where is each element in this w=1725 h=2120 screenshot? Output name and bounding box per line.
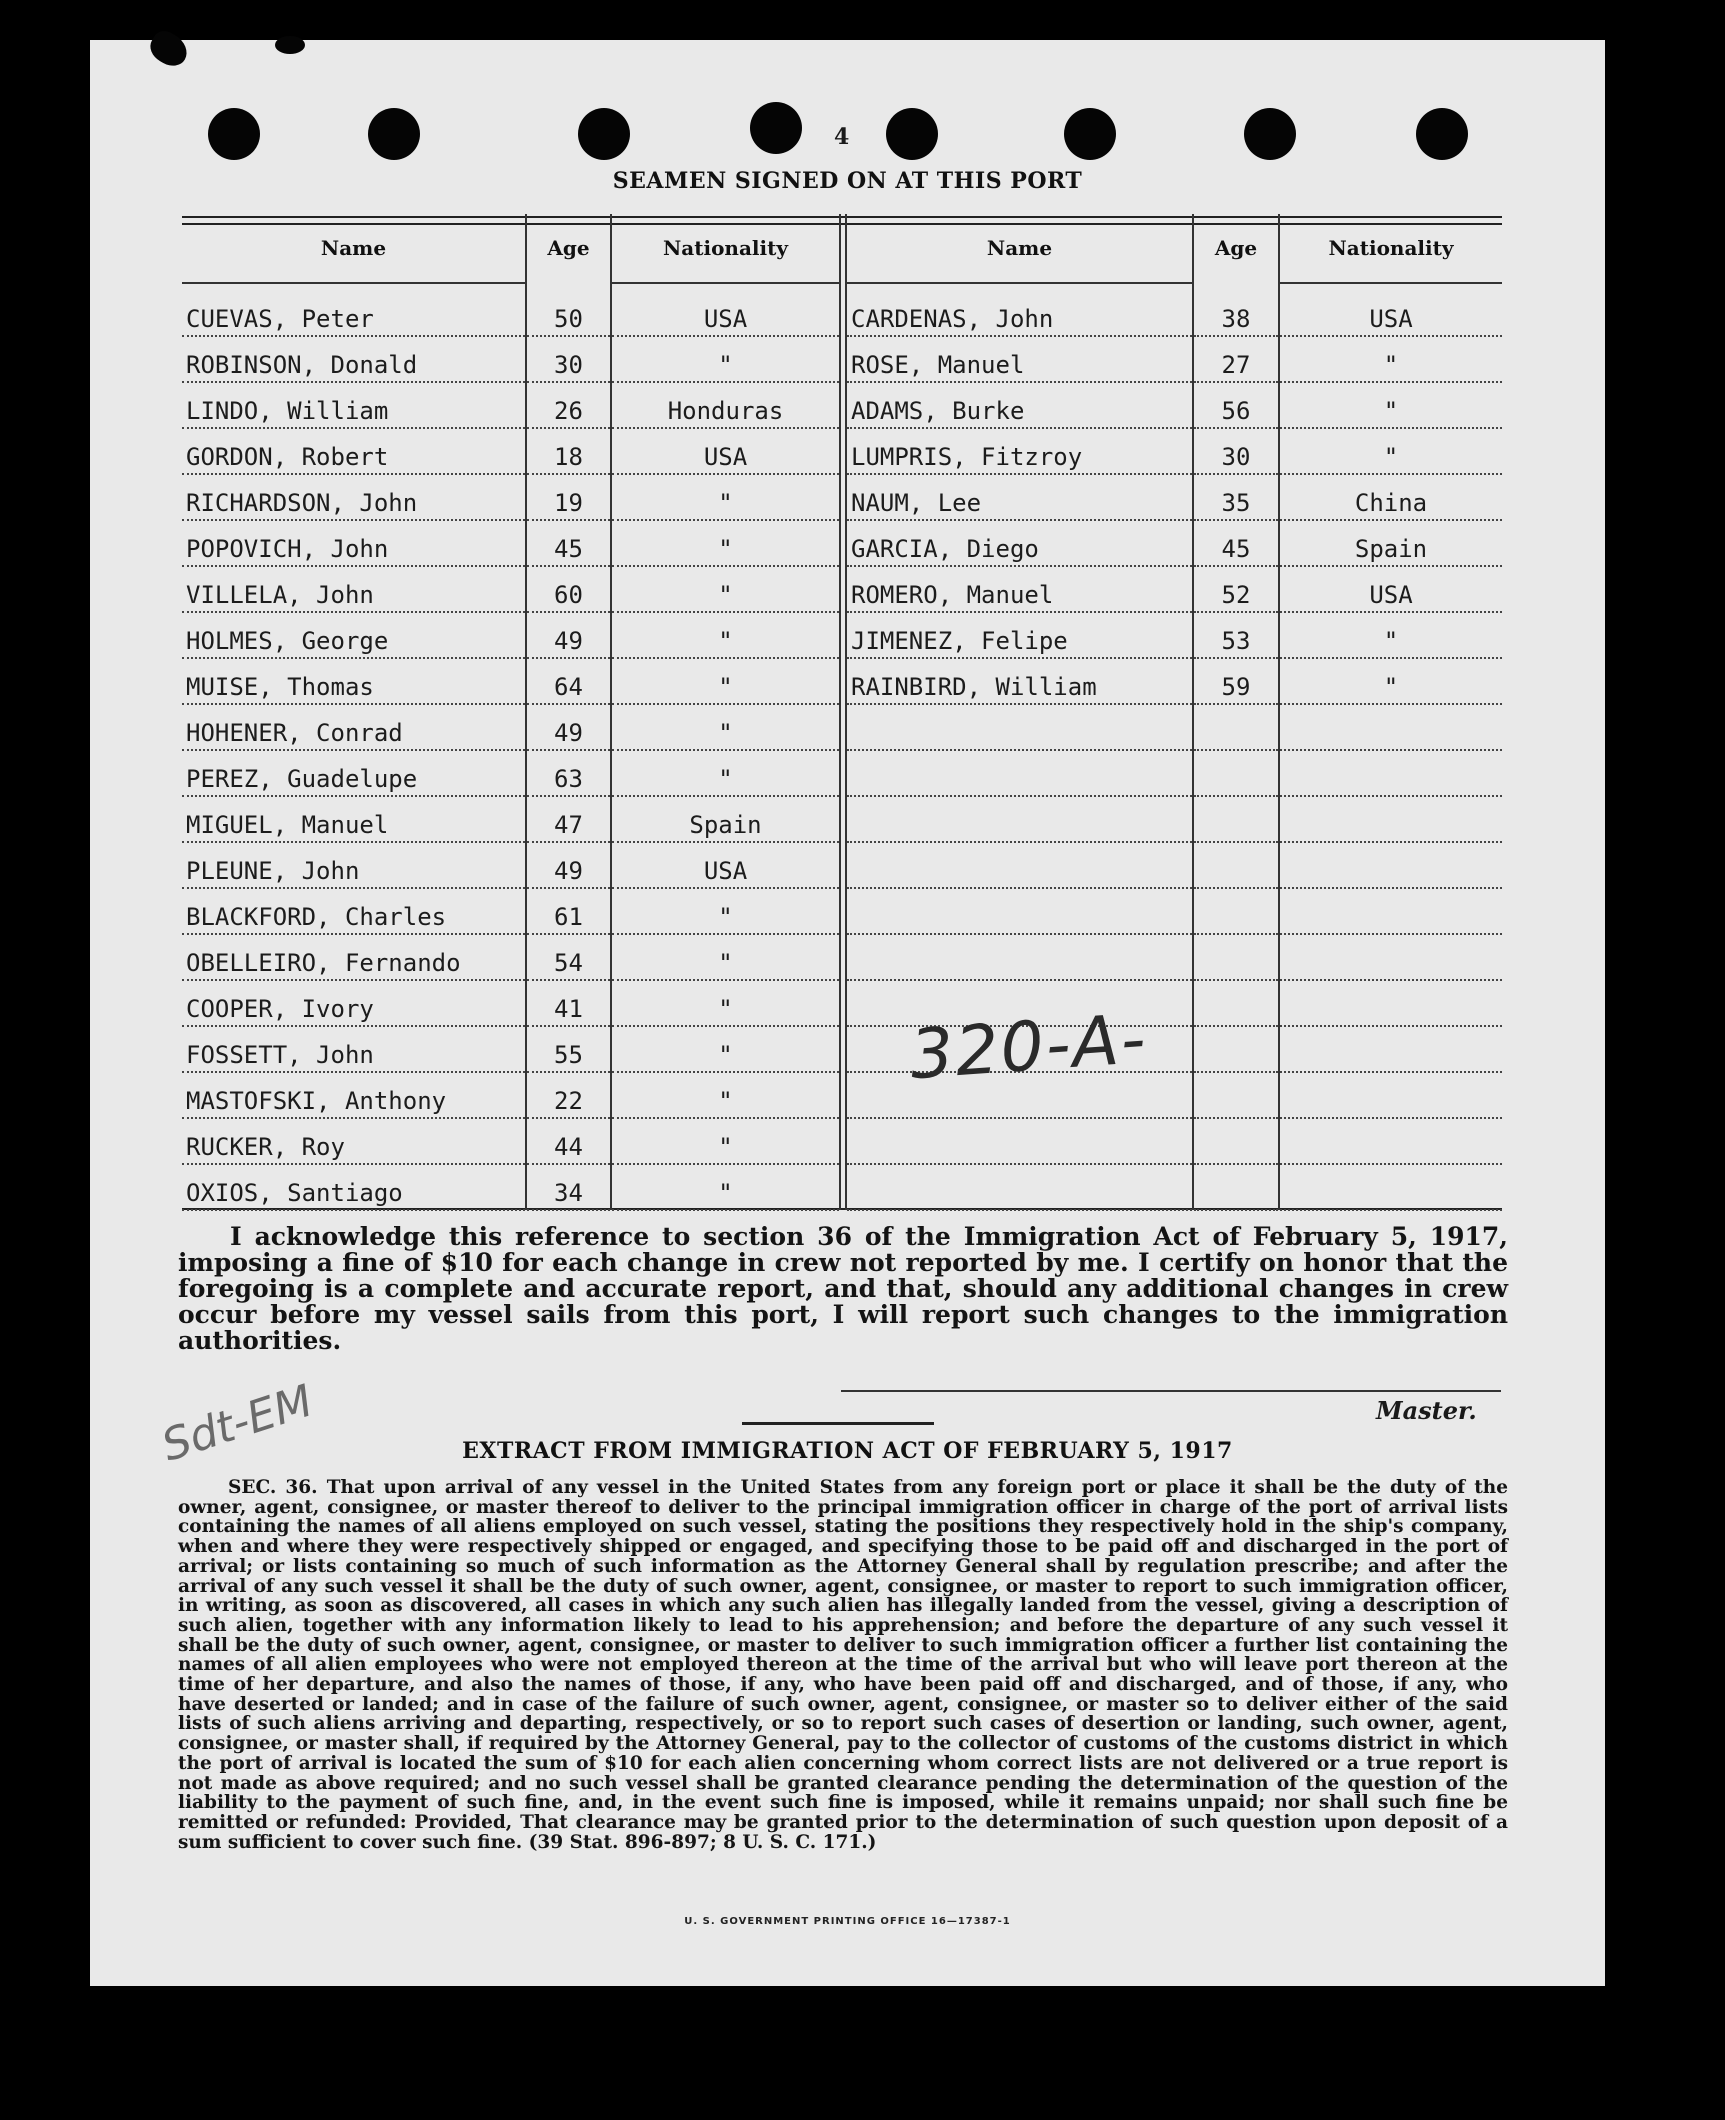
entry-underline (527, 335, 610, 337)
punch-hole (1244, 108, 1296, 160)
entry-underline (1280, 1117, 1502, 1119)
left-age-cell: 30 (554, 351, 583, 379)
left-nationality-cell: " (718, 627, 733, 655)
entry-underline (1194, 335, 1278, 337)
right-nationality-cell: " (1383, 673, 1399, 701)
torn-edge-mark (145, 27, 193, 72)
entry-underline (612, 1117, 839, 1119)
entry-underline (527, 1025, 610, 1027)
entry-underline (612, 979, 839, 981)
entry-underline (612, 1025, 839, 1027)
entry-underline (1280, 611, 1502, 613)
right-nationality-cell: Spain (1354, 535, 1428, 563)
entry-underline (527, 1163, 610, 1165)
header-name-right: Name (986, 236, 1053, 260)
entry-underline (847, 427, 1192, 429)
entry-underline (1194, 565, 1278, 567)
left-age-cell: 34 (554, 1179, 583, 1207)
table-row (182, 844, 1502, 889)
entry-underline (527, 657, 610, 659)
entry-underline (527, 519, 610, 521)
entry-underline (527, 841, 610, 843)
right-age-cell: 59 (1221, 673, 1251, 701)
entry-underline (1194, 841, 1278, 843)
entry-underline (1280, 565, 1502, 567)
left-name-cell: COOPER, Ivory (186, 995, 374, 1023)
left-age-cell: 63 (554, 765, 583, 793)
entry-underline (612, 933, 839, 935)
right-age-cell: 45 (1221, 535, 1251, 563)
left-name-cell: MASTOFSKI, Anthony (186, 1087, 447, 1115)
entry-underline (612, 565, 839, 567)
master-label: Master. (1376, 1396, 1477, 1425)
left-nationality-cell: " (718, 903, 733, 931)
right-name-cell: ADAMS, Burke (851, 397, 1025, 425)
entry-underline (1280, 749, 1502, 751)
entry-underline (182, 1209, 525, 1211)
entry-underline (847, 887, 1192, 889)
right-age-cell: 27 (1221, 351, 1251, 379)
entry-underline (847, 335, 1192, 337)
table-row (182, 614, 1502, 659)
entry-underline (1194, 1071, 1278, 1073)
entry-underline (1280, 887, 1502, 889)
entry-underline (847, 473, 1192, 475)
entry-underline (182, 565, 525, 567)
left-name-cell: POPOVICH, John (186, 535, 389, 563)
entry-underline (182, 427, 525, 429)
table-row (182, 430, 1502, 475)
left-age-cell: 47 (554, 811, 583, 839)
entry-underline (182, 749, 525, 751)
left-nationality-cell: " (718, 719, 733, 747)
left-nationality-cell: USA (703, 443, 748, 471)
entry-underline (527, 611, 610, 613)
entry-underline (1194, 1117, 1278, 1119)
entry-underline (527, 473, 610, 475)
entry-underline (612, 749, 839, 751)
entry-underline (1280, 841, 1502, 843)
entry-underline (612, 611, 839, 613)
entry-underline (1280, 519, 1502, 521)
right-name-cell: JIMENEZ, Felipe (851, 627, 1068, 655)
entry-underline (847, 611, 1192, 613)
entry-underline (1194, 1025, 1278, 1027)
section-rule (742, 1422, 934, 1425)
entry-underline (1194, 427, 1278, 429)
entry-underline (1280, 381, 1502, 383)
left-nationality-cell: " (718, 351, 733, 379)
entry-underline (847, 565, 1192, 567)
entry-underline (182, 519, 525, 521)
table-row (182, 568, 1502, 613)
entry-underline (1280, 1163, 1502, 1165)
entry-underline (847, 841, 1192, 843)
left-nationality-cell: " (718, 1133, 733, 1161)
left-name-cell: FOSSETT, John (186, 1041, 374, 1069)
certification-text: I acknowledge this reference to section 36 of the Immigration Act of February 5, 1917, imposing a fine of $10 for each change in crew not reported by me. I certify on honor that the foregoing is a complete and accurate report, and that, should any additional changes in crew occur before my vessel sails from this port, I will report such changes to the immigration authorities. (178, 1222, 1508, 1355)
entry-underline (1194, 1209, 1278, 1211)
left-nationality-cell: Honduras (667, 397, 784, 425)
table-row (182, 1166, 1502, 1211)
entry-underline (527, 795, 610, 797)
master-signature-line (841, 1390, 1501, 1392)
form-title: SEAMEN SIGNED ON AT THIS PORT (612, 168, 1083, 194)
left-name-cell: PLEUNE, John (186, 857, 360, 885)
entry-underline (612, 795, 839, 797)
table-row (182, 890, 1502, 935)
handwritten-note: 320-A- (907, 999, 1150, 1096)
entry-underline (527, 1117, 610, 1119)
entry-underline (1280, 657, 1502, 659)
right-age-cell: 53 (1221, 627, 1251, 655)
table-row (182, 292, 1502, 337)
header-underline (612, 282, 839, 284)
table-top-rule (182, 216, 1502, 218)
left-age-cell: 64 (554, 673, 583, 701)
table-row (182, 936, 1502, 981)
left-nationality-cell: " (718, 995, 733, 1023)
left-age-cell: 22 (554, 1087, 583, 1115)
entry-underline (612, 519, 839, 521)
right-nationality-cell: " (1383, 397, 1399, 425)
header-age-left: Age (547, 236, 590, 260)
left-age-cell: 41 (554, 995, 583, 1023)
left-nationality-cell: " (718, 535, 733, 563)
entry-underline (847, 933, 1192, 935)
entry-underline (527, 887, 610, 889)
left-age-cell: 61 (554, 903, 583, 931)
entry-underline (1194, 887, 1278, 889)
punch-hole (750, 102, 802, 154)
table-row (182, 982, 1502, 1027)
entry-underline (847, 1209, 1192, 1211)
table-row (182, 384, 1502, 429)
right-nationality-cell: " (1383, 443, 1399, 471)
entry-underline (847, 703, 1192, 705)
right-age-cell: 52 (1221, 581, 1251, 609)
right-nationality-cell: " (1383, 627, 1399, 655)
right-age-cell: 30 (1221, 443, 1251, 471)
left-nationality-cell: " (718, 765, 733, 793)
entry-underline (1280, 979, 1502, 981)
header-name-left: Name (320, 236, 387, 260)
entry-underline (527, 1071, 610, 1073)
entry-underline (612, 1163, 839, 1165)
entry-underline (1194, 519, 1278, 521)
entry-underline (1194, 703, 1278, 705)
left-nationality-cell: " (718, 949, 733, 977)
right-name-cell: ROMERO, Manuel (851, 581, 1054, 609)
right-name-cell: CARDENAS, John (851, 305, 1054, 333)
right-name-cell: RAINBIRD, William (851, 673, 1097, 701)
table-row (182, 798, 1502, 843)
entry-underline (612, 1209, 839, 1211)
extract-text: SEC. 36. That upon arrival of any vessel in the United States from any foreign port or place it shall be the duty of the owner, agent, consignee, or master thereof to deliver to the principal immigration officer in charge of the port of arrival lists containing the names of all aliens employed on such vessel, stating the positions they respectively hold in the ship's company, when and where they were respectively shipped or engaged, and specifying those to be paid off and discharged in the port of arrival; or lists containing so much of such information as the Attorney General shall by regulation prescribe; and after the arrival of any such vessel it shall be the duty of such owner, agent, consignee, or master to report to such immigration officer, in writing, as soon as discovered, all cases in which any such alien has illegally landed from the vessel, giving a description of such alien, together with any information likely to lead to his apprehension; and before the departure of any such vessel it shall be the duty of such owner, agent, consignee, or master to deliver to such immigration officer a further list containing the names of all alien employees who were not employed thereon at the time of the arrival but who will leave port thereon at the time of her departure, and also the names of those, if any, who have been paid off and discharged, and of those, if any, who have deserted or landed; and in case of the failure of such owner, agent, consignee, or master so to deliver either of the said lists of such aliens arriving and departing, respectively, or so to report such cases of desertion or landing, such owner, agent, consignee, or master shall, if required by the Attorney General, pay to the collector of customs of the customs district in which the port of arrival is located the sum of $10 for each alien concerning whom correct lists are not delivered or a true report is not made as above required; and no such vessel shall be granted clearance pending the determination of the question of the liability to the payment of such fine, and, in the event such fine is imposed, while it remains unpaid; nor shall such fine be remitted or refunded: Provided, That clearance may be granted prior to the determination of such question upon deposit of a sum sufficient to cover such fine. (39 Stat. 896-897; 8 U. S. C. 171.) (178, 1477, 1508, 1853)
right-name-cell: NAUM, Lee (851, 489, 982, 517)
entry-underline (1194, 933, 1278, 935)
entry-underline (1280, 1071, 1502, 1073)
table-row (182, 660, 1502, 705)
entry-underline (527, 1209, 610, 1211)
punch-hole (1064, 108, 1116, 160)
entry-underline (527, 933, 610, 935)
entry-underline (1280, 795, 1502, 797)
table-row (182, 1074, 1502, 1119)
entry-underline (182, 841, 525, 843)
entry-underline (182, 335, 525, 337)
left-age-cell: 54 (554, 949, 583, 977)
page-number: 4 (834, 124, 850, 150)
punch-hole (578, 108, 630, 160)
entry-underline (182, 1117, 525, 1119)
right-name-cell: ROSE, Manuel (851, 351, 1025, 379)
punch-hole (208, 108, 260, 160)
punch-hole (368, 108, 420, 160)
left-age-cell: 49 (554, 719, 583, 747)
entry-underline (1280, 473, 1502, 475)
entry-underline (1194, 381, 1278, 383)
header-underline (182, 282, 525, 284)
right-name-cell: GARCIA, Diego (851, 535, 1039, 563)
right-age-cell: 38 (1221, 305, 1251, 333)
left-age-cell: 49 (554, 627, 583, 655)
entry-underline (182, 381, 525, 383)
entry-underline (847, 795, 1192, 797)
entry-underline (612, 427, 839, 429)
header-underline (1280, 282, 1502, 284)
entry-underline (1280, 427, 1502, 429)
entry-underline (182, 933, 525, 935)
entry-underline (612, 887, 839, 889)
entry-underline (1194, 749, 1278, 751)
entry-underline (182, 703, 525, 705)
right-nationality-cell: USA (1369, 305, 1413, 333)
entry-underline (182, 795, 525, 797)
table-row (182, 752, 1502, 797)
header-nationality-right: Nationality (1328, 236, 1454, 260)
table-row (182, 522, 1502, 567)
left-name-cell: OBELLEIRO, Fernando (186, 949, 461, 977)
entry-underline (612, 703, 839, 705)
right-nationality-cell: China (1354, 489, 1428, 517)
table-row (182, 338, 1502, 383)
entry-underline (1194, 979, 1278, 981)
right-nationality-cell: " (1383, 351, 1399, 379)
entry-underline (527, 565, 610, 567)
entry-underline (1280, 1025, 1502, 1027)
left-nationality-cell: Spain (689, 811, 762, 839)
left-age-cell: 19 (554, 489, 583, 517)
table-row (182, 476, 1502, 521)
left-nationality-cell: " (718, 581, 733, 609)
header-nationality-left: Nationality (663, 236, 788, 260)
entry-underline (1194, 657, 1278, 659)
left-age-cell: 44 (554, 1133, 583, 1161)
left-name-cell: VILLELA, John (186, 581, 374, 609)
entry-underline (182, 1163, 525, 1165)
entry-underline (1280, 703, 1502, 705)
punch-hole (1416, 108, 1468, 160)
torn-edge-mark (275, 36, 305, 54)
entry-underline (847, 519, 1192, 521)
entry-underline (527, 979, 610, 981)
left-name-cell: HOHENER, Conrad (186, 719, 403, 747)
table-row (182, 1120, 1502, 1165)
entry-underline (527, 427, 610, 429)
entry-underline (527, 381, 610, 383)
left-name-cell: GORDON, Robert (186, 443, 389, 471)
left-nationality-cell: " (718, 489, 733, 517)
left-nationality-cell: " (718, 673, 733, 701)
entry-underline (847, 749, 1192, 751)
entry-underline (182, 657, 525, 659)
entry-underline (1194, 473, 1278, 475)
left-nationality-cell: " (718, 1179, 733, 1207)
left-age-cell: 45 (554, 535, 583, 563)
header-age-right: Age (1214, 236, 1258, 260)
left-nationality-cell: USA (703, 305, 748, 333)
entry-underline (612, 841, 839, 843)
entry-underline (527, 703, 610, 705)
entry-underline (847, 657, 1192, 659)
entry-underline (1194, 1163, 1278, 1165)
entry-underline (612, 1071, 839, 1073)
entry-underline (1280, 933, 1502, 935)
entry-underline (612, 381, 839, 383)
entry-underline (847, 381, 1192, 383)
table-row (182, 706, 1502, 751)
entry-underline (612, 657, 839, 659)
right-age-cell: 56 (1221, 397, 1251, 425)
left-nationality-cell: " (718, 1041, 733, 1069)
form-page (90, 40, 1605, 1986)
entry-underline (612, 335, 839, 337)
entry-underline (1194, 795, 1278, 797)
printer-imprint: U. S. GOVERNMENT PRINTING OFFICE 16—17387-1 (684, 1916, 1011, 1927)
right-age-cell: 35 (1221, 489, 1251, 517)
left-nationality-cell: USA (703, 857, 748, 885)
entry-underline (1280, 1209, 1502, 1211)
left-age-cell: 18 (554, 443, 583, 471)
entry-underline (182, 1071, 525, 1073)
left-name-cell: RICHARDSON, John (186, 489, 418, 517)
left-age-cell: 49 (554, 857, 583, 885)
left-name-cell: MUISE, Thomas (186, 673, 374, 701)
entry-underline (847, 979, 1192, 981)
entry-underline (847, 1117, 1192, 1119)
table-top-rule (182, 223, 1502, 225)
entry-underline (182, 1025, 525, 1027)
left-age-cell: 60 (554, 581, 583, 609)
left-name-cell: PEREZ, Guadelupe (186, 765, 418, 793)
left-age-cell: 26 (554, 397, 583, 425)
entry-underline (182, 887, 525, 889)
entry-underline (182, 611, 525, 613)
left-name-cell: ROBINSON, Donald (186, 351, 418, 379)
header-underline (847, 282, 1192, 284)
entry-underline (1194, 611, 1278, 613)
entry-underline (527, 749, 610, 751)
entry-underline (847, 1163, 1192, 1165)
extract-title: EXTRACT FROM IMMIGRATION ACT OF FEBRUARY 5, 1917 (462, 1438, 1233, 1464)
left-name-cell: LINDO, William (186, 397, 389, 425)
left-name-cell: OXIOS, Santiago (186, 1179, 403, 1207)
left-nationality-cell: " (718, 1087, 733, 1115)
left-name-cell: BLACKFORD, Charles (186, 903, 447, 931)
left-name-cell: CUEVAS, Peter (186, 305, 374, 333)
right-name-cell: LUMPRIS, Fitzroy (851, 443, 1083, 471)
entry-underline (1280, 335, 1502, 337)
punch-hole (886, 108, 938, 160)
entry-underline (182, 979, 525, 981)
left-name-cell: MIGUEL, Manuel (186, 811, 389, 839)
entry-underline (182, 473, 525, 475)
right-nationality-cell: USA (1369, 581, 1413, 609)
left-age-cell: 55 (554, 1041, 583, 1069)
left-name-cell: RUCKER, Roy (186, 1133, 345, 1161)
margin-initials: Sdt-EM (155, 1375, 319, 1472)
table-row (182, 1028, 1502, 1073)
left-name-cell: HOLMES, George (186, 627, 389, 655)
left-age-cell: 50 (554, 305, 583, 333)
entry-underline (612, 473, 839, 475)
